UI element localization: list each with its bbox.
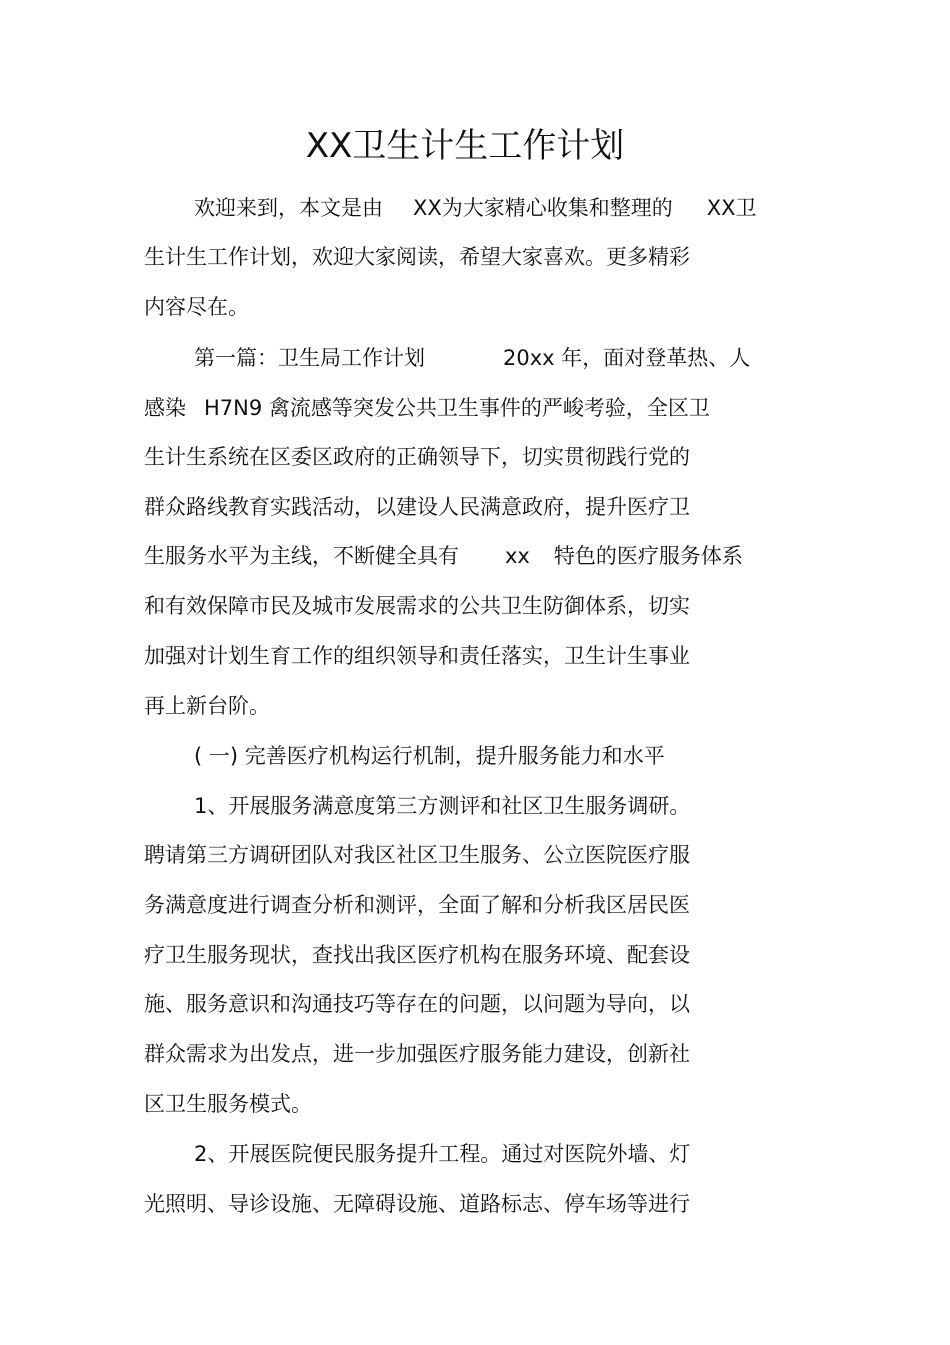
text-segment: XX卫 (706, 196, 757, 220)
paragraph-line: 生计生系统在区委区政府的正确领导下，切实贯彻践行党的 (144, 445, 690, 469)
paragraph-line: 区卫生服务模式。 (144, 1092, 312, 1116)
text-segment: 20xx 年，面对登革热、人 (503, 346, 751, 370)
text-segment: xx (505, 544, 530, 568)
paragraph-line: 1、开展服务满意度第三方测评和社区卫生服务调研。 (194, 794, 691, 818)
paragraph-line (194, 192, 757, 224)
paragraph-line (194, 342, 750, 374)
text-segment: 感染 (144, 396, 186, 420)
paragraph-line: 和有效保障市民及城市发展需求的公共卫生防御体系，切实 (144, 594, 690, 618)
paragraph-line: 内容尽在。 (144, 295, 249, 319)
paragraph-line (144, 392, 710, 424)
text-segment: 特色的医疗服务体系 (553, 544, 743, 568)
paragraph-line: 2、开展医院便民服务提升工程。通过对医院外墙、灯 (194, 1142, 691, 1166)
paragraph-line: 施、服务意识和沟通技巧等存在的问题，以问题为导向，以 (144, 992, 690, 1016)
paragraph-line (144, 540, 743, 572)
paragraph-line: 光照明、导诊设施、无障碍设施、道路标志、停车场等进行 (144, 1192, 690, 1216)
paragraph-line: 再上新台阶。 (144, 694, 270, 718)
paragraph-line: 生计生工作计划，欢迎大家阅读，希望大家喜欢。更多精彩 (144, 245, 690, 269)
paragraph-line: 聘请第三方调研团队对我区社区卫生服务、公立医院医疗服 (144, 843, 690, 867)
text-segment: XX为大家精心收集和整理的 (413, 196, 673, 220)
paragraph-line: 务满意度进行调查分析和测评，全面了解和分析我区居民医 (144, 893, 690, 917)
section-heading: ( 一) 完善医疗机构运行机制，提升服务能力和水平 (194, 744, 665, 768)
text-segment: 欢迎来到，本文是由 (194, 196, 383, 220)
paragraph-line: 疗卫生服务现状，查找出我区医疗机构在服务环境、配套设 (144, 943, 690, 967)
paragraph-line: 群众需求为出发点，进一步加强医疗服务能力建设，创新社 (144, 1042, 690, 1066)
text-segment: 第一篇：卫生局工作计划 (194, 346, 425, 370)
text-segment: 生服务水平为主线，不断健全具有 (144, 544, 459, 568)
text-segment: H7N9 禽流感等突发公共卫生事件的严峻考验，全区卫 (204, 396, 710, 420)
paragraph-line: 群众路线教育实践活动，以建设人民满意政府，提升医疗卫 (144, 495, 690, 519)
document-title: XX卫生计生工作计划 (305, 126, 625, 166)
paragraph-line: 加强对计划生育工作的组织领导和责任落实，卫生计生事业 (144, 644, 690, 668)
